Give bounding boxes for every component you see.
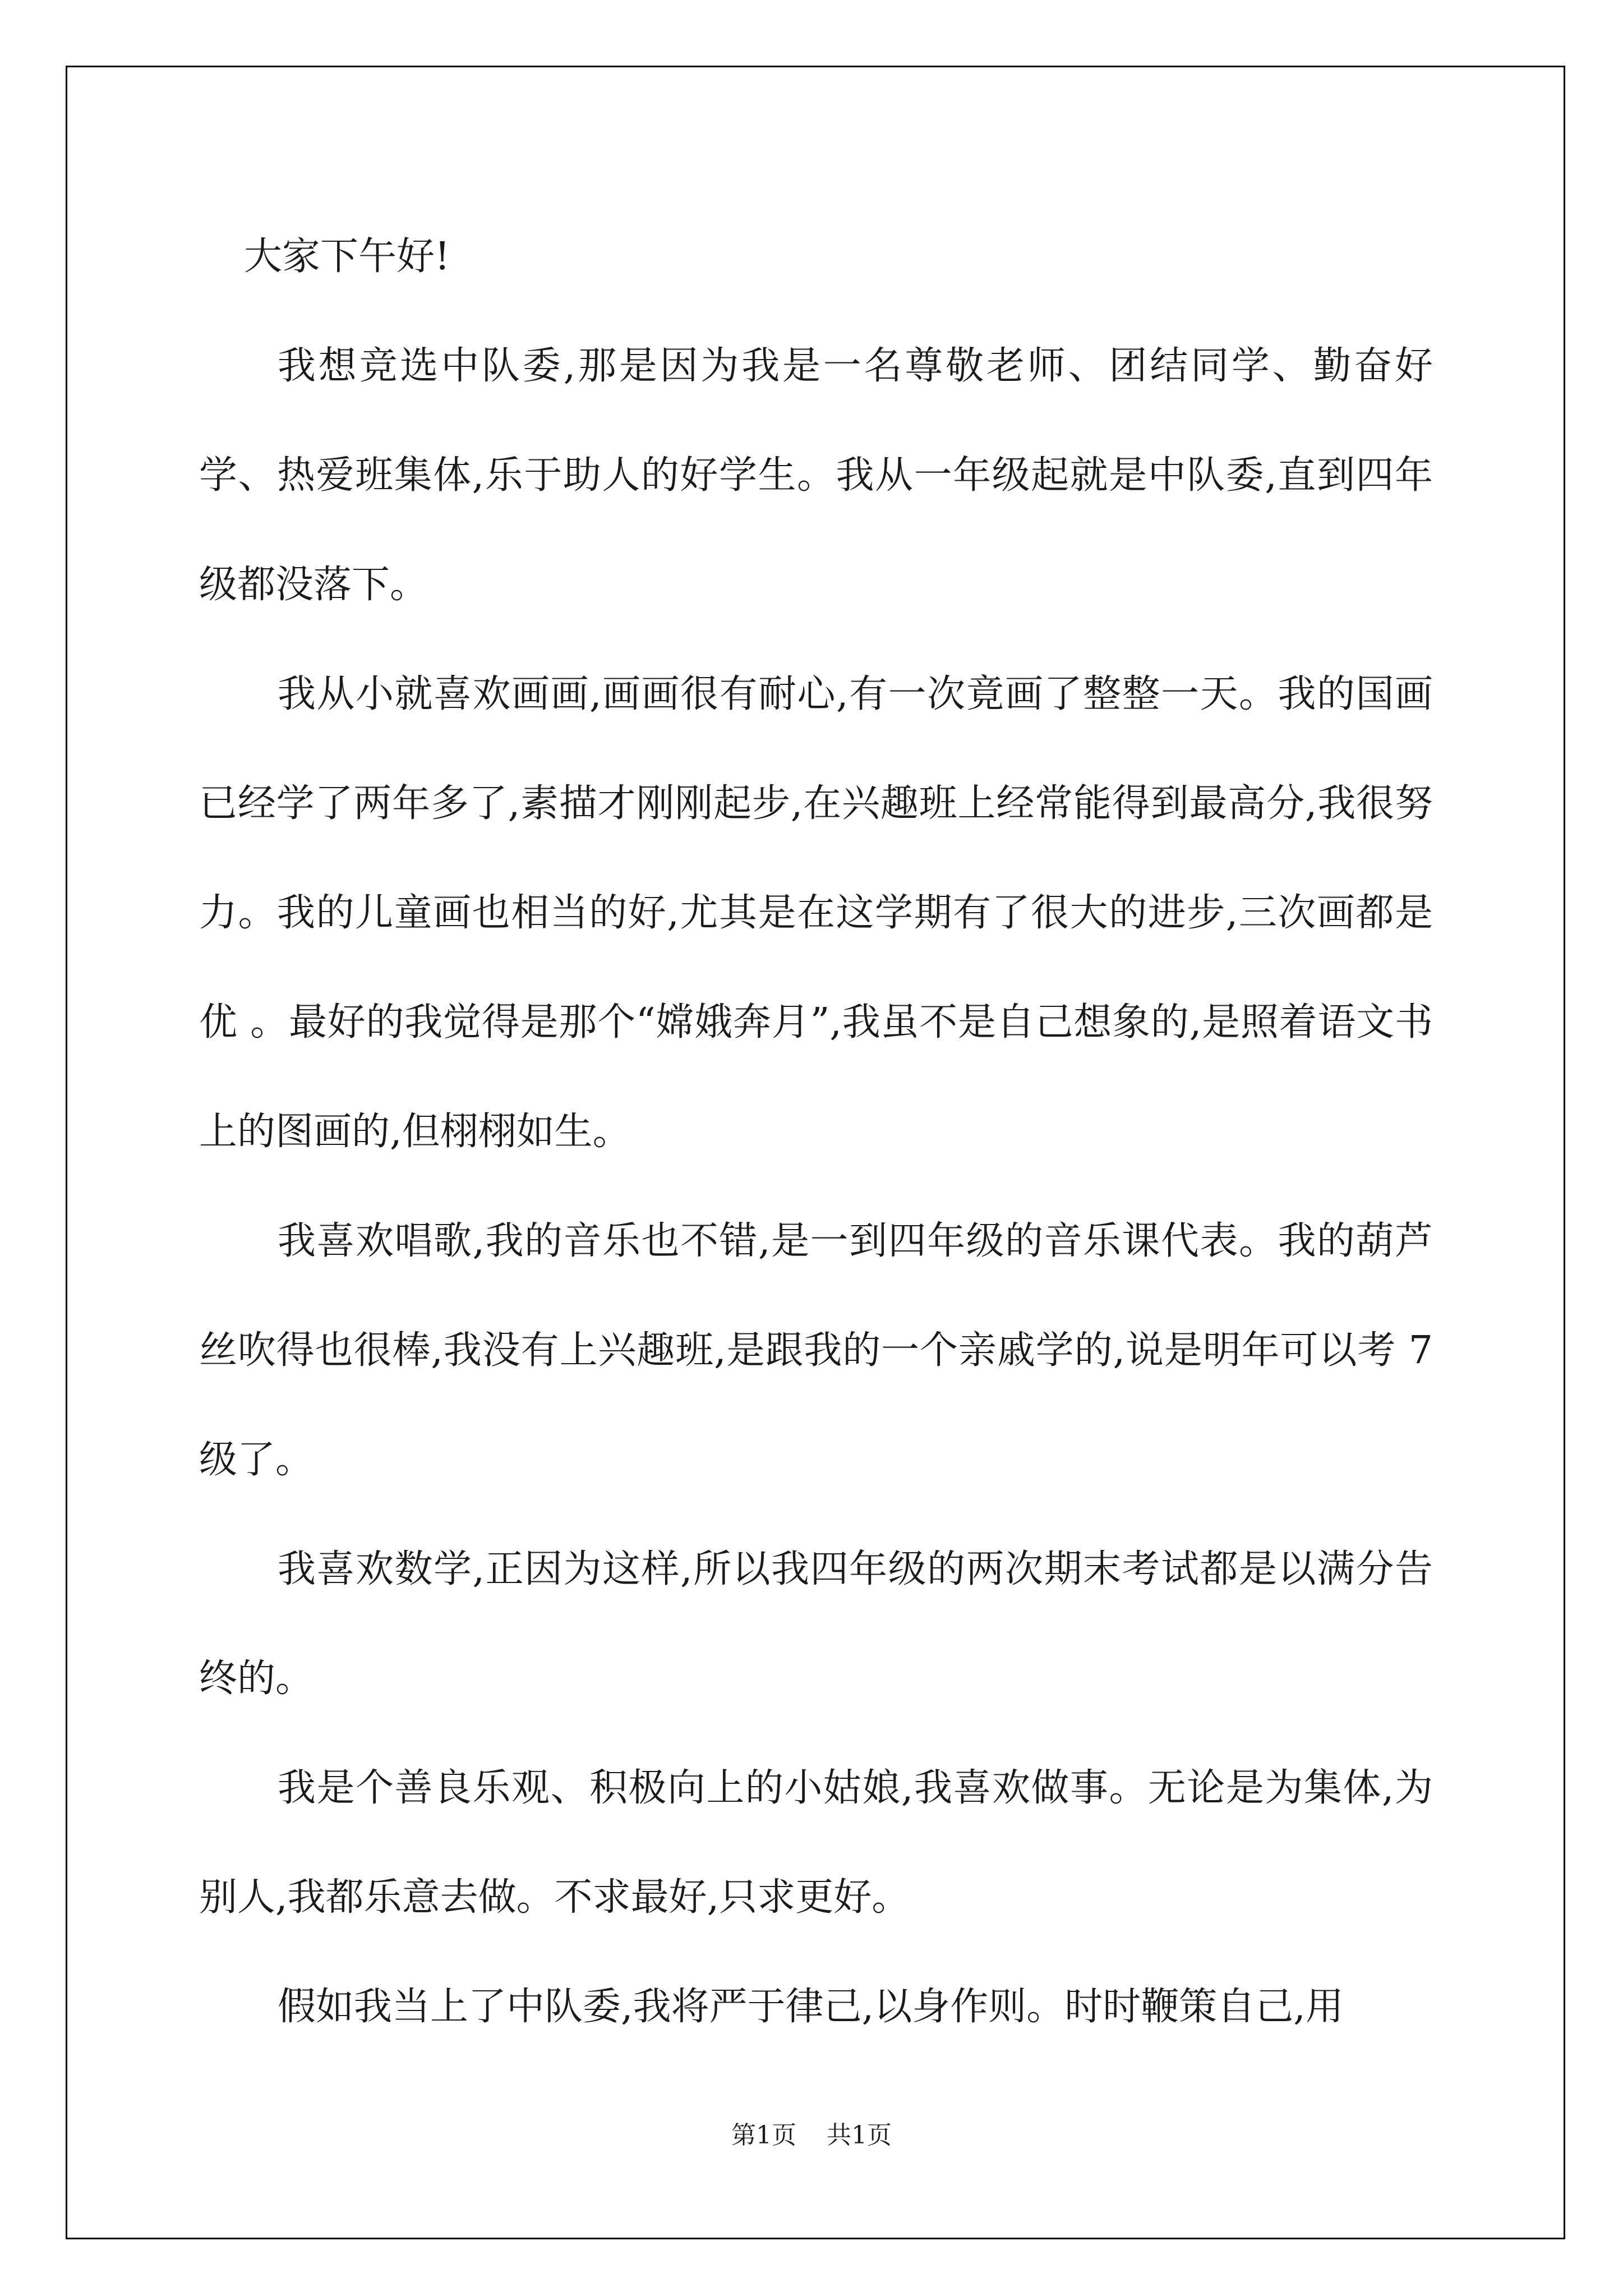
page-number: 第1页 <box>731 2121 796 2150</box>
document-body <box>199 202 1433 2062</box>
paragraph-2: 我从小就喜欢画画,画画很有耐心,有一次竟画了整整一天。我的国画已经学了两年多了,素描才刚刚起步,在兴趣班上经常能得到最高分,我很努力。我的儿童画也相当的好,尤其是在这学期有了很大的进步,三次画都是优 。最好的我觉得是那个“嫦娥奔月”,我虽不是自己想象的,是照着语文书上的图画的,但栩栩如生。 <box>199 672 1433 1154</box>
paragraph-3: 我喜欢唱歌,我的音乐也不错,是一到四年级的音乐课代表。我的葫芦丝吹得也很棒,我没有上兴趣班,是跟我的一个亲戚学的,说是明年可以考 7 级了。 <box>199 1219 1433 1482</box>
paragraph-6: 假如我当上了中队委,我将严于律己,以身作则。时时鞭策自己,用 <box>278 1985 1344 2029</box>
salutation: 大家下午好! <box>244 234 450 279</box>
paragraph-1: 我想竞选中队委,那是因为我是一名尊敬老师、团结同学、勤奋好学、热爱班集体,乐于助人的好学生。我从一年级起就是中队委,直到四年级都没落下。 <box>199 344 1433 607</box>
paragraph-4: 我喜欢数学,正因为这样,所以我四年级的两次期末考试都是以满分告终的。 <box>199 1547 1433 1701</box>
paragraph-5: 我是个善良乐观、积极向上的小姑娘,我喜欢做事。无论是为集体,为别人,我都乐意去做。不求最好,只求更好。 <box>199 1766 1433 1920</box>
page-footer <box>0 2115 1623 2151</box>
page-total: 共1页 <box>827 2121 892 2150</box>
